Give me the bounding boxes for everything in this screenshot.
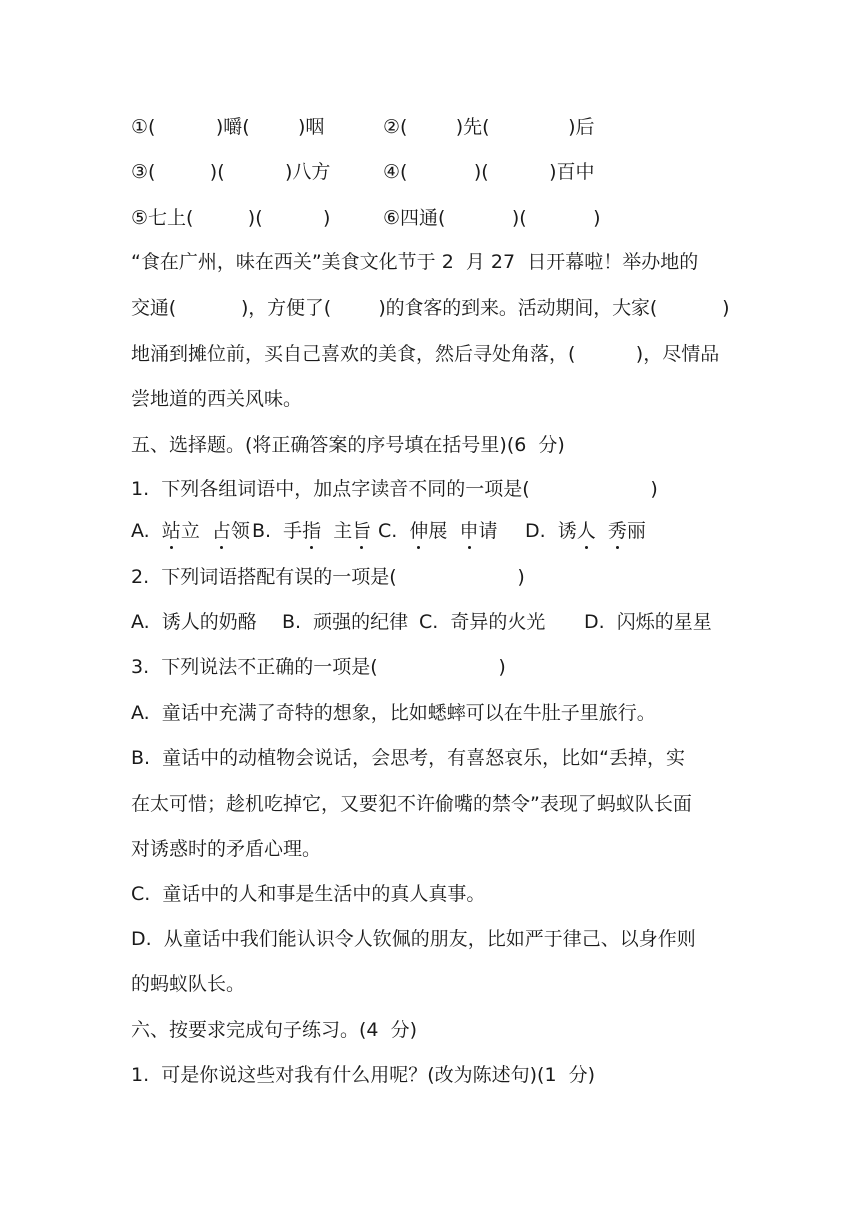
section-6-heading: 六、按要求完成句子练习。(4 分) bbox=[131, 1019, 417, 1041]
q3-option-d-line-2: 的蚂蚁队长。 bbox=[131, 973, 246, 995]
idiom-3: ③( )( )八方 bbox=[131, 161, 331, 183]
dotted-char: 申 bbox=[459, 520, 479, 542]
q1-option-a: A. 站立 占领 bbox=[131, 520, 250, 542]
q3-option-d-line-1: D. 从童话中我们能认识令人钦佩的朋友，比如严于律己、以身作则 bbox=[131, 928, 696, 950]
dotted-char: 占 bbox=[211, 520, 231, 542]
q2-stem: 2. 下列词语搭配有误的一项是( ) bbox=[131, 566, 525, 588]
q1-option-d: D. 诱人 秀丽 bbox=[525, 520, 646, 542]
q2-option-b: B. 顽强的纪律 bbox=[282, 611, 409, 633]
section-5-heading: 五、选择题。(将正确答案的序号填在括号里)(6 分) bbox=[131, 434, 565, 456]
dotted-char: 指 bbox=[302, 520, 322, 542]
q3-option-b-line-2: 在太可惜；趁机吃掉它，又要犯不许偷嘴的禁令”表现了蚂蚁队长面 bbox=[131, 793, 692, 815]
q2-option-a: A. 诱人的奶酪 bbox=[131, 611, 257, 633]
passage-line-3: 地涌到摊位前，买自己喜欢的美食，然后寻处角落，( )，尽情品 bbox=[131, 343, 720, 365]
q3-stem: 3. 下列说法不正确的一项是( ) bbox=[131, 656, 506, 678]
idiom-5: ⑤七上( )( ) bbox=[131, 207, 331, 229]
q3-option-c: C. 童话中的人和事是生活中的真人真事。 bbox=[131, 883, 486, 905]
idiom-1: ①( )嚼( )咽 bbox=[131, 116, 325, 138]
dotted-char: 站 bbox=[161, 520, 181, 542]
q3-option-a: A. 童话中充满了奇特的想象，比如蟋蟀可以在牛肚子里旅行。 bbox=[131, 702, 656, 724]
q1-option-c: C. 伸展 申请 bbox=[378, 520, 498, 542]
passage-line-1: “食在广州，味在西关”美食文化节于 2 月 27 日开幕啦！举办地的 bbox=[131, 251, 699, 273]
dotted-char: 旨 bbox=[352, 520, 372, 542]
dotted-char: 人 bbox=[576, 520, 596, 542]
passage-line-2: 交通( )，方便了( )的食客的到来。活动期间，大家( ) bbox=[131, 297, 730, 319]
passage-line-4: 尝地道的西关风味。 bbox=[131, 388, 303, 410]
q2-option-c: C. 奇异的火光 bbox=[419, 611, 546, 633]
idiom-6: ⑥四通( )( ) bbox=[383, 207, 601, 229]
idiom-2: ②( )先( )后 bbox=[383, 116, 595, 138]
dotted-char: 伸 bbox=[409, 520, 429, 542]
idiom-4: ④( )( )百中 bbox=[383, 161, 595, 183]
section-6-q1: 1. 可是你说这些对我有什么用呢？(改为陈述句)(1 分) bbox=[131, 1064, 596, 1086]
q1-stem: 1. 下列各组词语中，加点字读音不同的一项是( ) bbox=[131, 478, 658, 500]
q3-option-b-line-3: 对诱惑时的矛盾心理。 bbox=[131, 838, 322, 860]
q2-option-d: D. 闪烁的星星 bbox=[584, 611, 712, 633]
q1-option-b: B. 手指 主旨 bbox=[252, 520, 372, 542]
q3-option-b-line-1: B. 童话中的动植物会说话，会思考，有喜怒哀乐，比如“丢掉，实 bbox=[131, 747, 685, 769]
dotted-char: 秀 bbox=[607, 520, 627, 542]
